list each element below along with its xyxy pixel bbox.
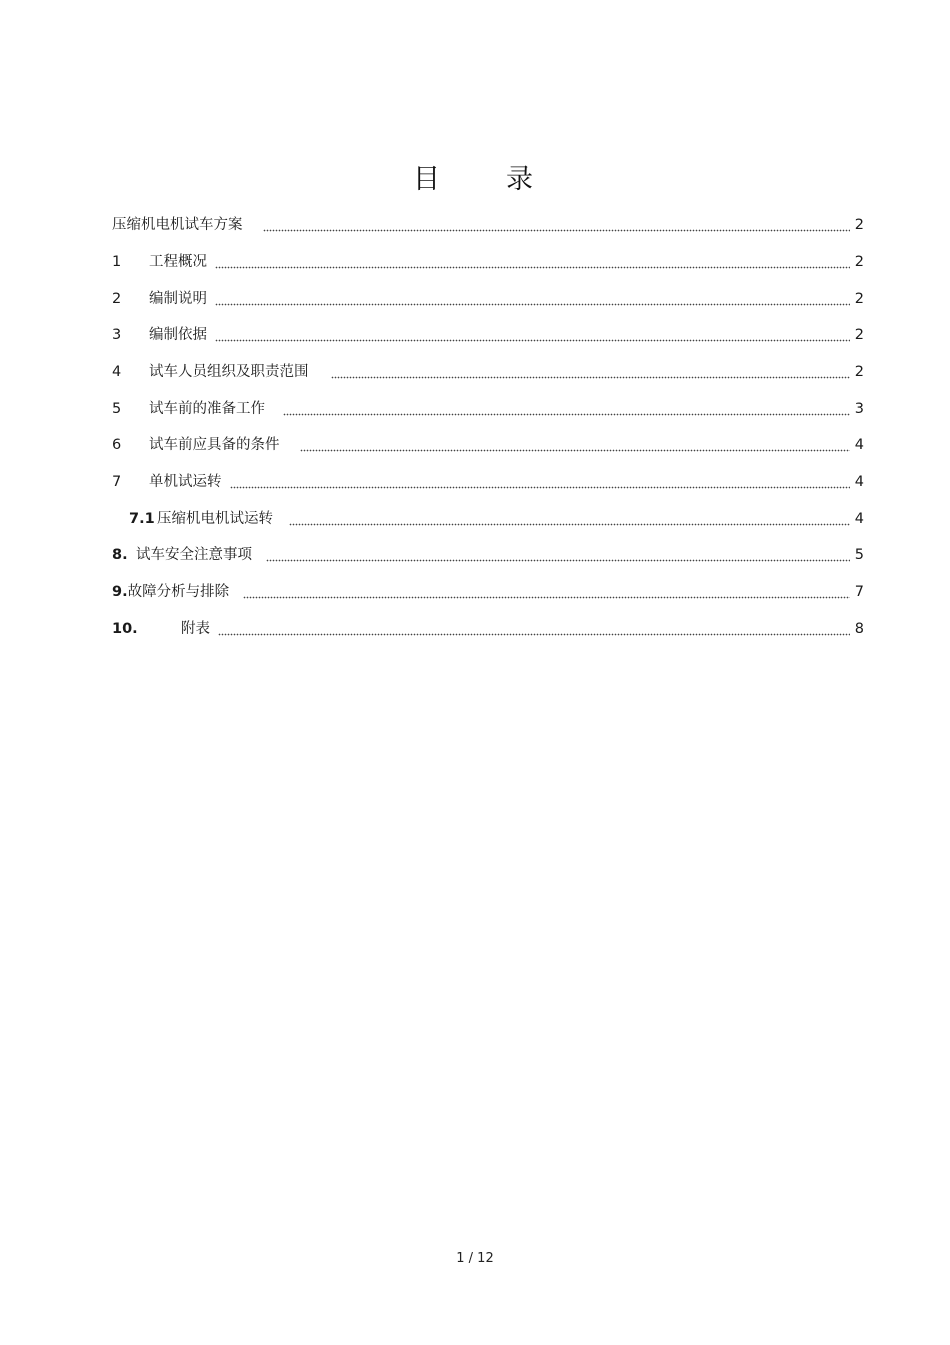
toc-leader-dots (215, 326, 850, 344)
toc-leader-dots (230, 473, 851, 491)
toc-entry[interactable] (112, 534, 864, 564)
toc-leader-dots (300, 436, 851, 454)
toc-entry-label: 工程概况 (149, 254, 207, 270)
toc-entry[interactable] (112, 241, 864, 271)
toc-entry-number: 6 (112, 437, 122, 453)
toc-entry[interactable] (112, 278, 864, 308)
toc-title: 目 录 (413, 164, 537, 195)
toc-leader-dots (283, 400, 850, 418)
toc-leader-dots (331, 363, 851, 381)
page-number: 1 / 12 (456, 1251, 494, 1266)
toc-leader-dots (263, 216, 851, 234)
toc-entry-page: 5 (854, 547, 864, 563)
toc-entry-number: 9. (112, 584, 128, 600)
toc-entry-page: 4 (854, 511, 864, 527)
toc-entry[interactable] (112, 424, 864, 454)
toc-entry-number: 10. (112, 621, 138, 637)
toc-entry-page: 3 (854, 401, 864, 417)
toc-entry-label: 压缩机电机试车方案 (112, 217, 243, 233)
toc-entry-page: 2 (854, 291, 864, 307)
toc-entry-number: 7 (112, 474, 122, 490)
toc-entry-number: 8. (112, 547, 128, 563)
toc-entry-label: 试车人员组织及职责范围 (149, 364, 309, 380)
toc-entry-number: 5 (112, 401, 122, 417)
toc-entry-page: 2 (854, 364, 864, 380)
toc-entry-label: 故障分析与排除 (127, 584, 230, 600)
toc-entry-label: 单机试运转 (149, 474, 222, 490)
toc-entry-label: 试车安全注意事项 (136, 547, 252, 563)
toc-entry[interactable] (112, 571, 864, 601)
toc-entry-number: 3 (112, 327, 122, 343)
toc-entry-label: 附表 (181, 621, 210, 637)
toc-entry-page: 2 (854, 327, 864, 343)
toc-entry[interactable] (112, 388, 864, 418)
toc-entry-page: 4 (854, 474, 864, 490)
toc-entry[interactable] (112, 314, 864, 344)
toc-entry-page: 2 (854, 217, 864, 233)
toc-entry-number: 2 (112, 291, 122, 307)
toc-entry-page: 4 (854, 437, 864, 453)
toc-entry-page: 7 (854, 584, 864, 600)
toc-entry[interactable] (112, 204, 864, 234)
toc-entry[interactable] (112, 498, 864, 528)
toc-entry-label: 编制说明 (149, 291, 207, 307)
toc-entry-label: 试车前应具备的条件 (149, 437, 280, 453)
toc-entry-page: 2 (854, 254, 864, 270)
toc-leader-dots (289, 510, 850, 528)
toc-leader-dots (215, 290, 850, 308)
toc-entry-page: 8 (854, 621, 864, 637)
toc-entry-label: 试车前的准备工作 (149, 401, 265, 417)
toc-entry-number: 1 (112, 254, 122, 270)
toc-entry-label: 压缩机电机试运转 (157, 511, 273, 527)
toc-leader-dots (215, 253, 850, 271)
toc-entry-label: 编制依据 (149, 327, 207, 343)
toc-leader-dots (266, 546, 850, 564)
toc-leader-dots (218, 620, 850, 638)
toc-entry[interactable] (112, 461, 864, 491)
toc-leader-dots (243, 583, 850, 601)
toc-entry-number: 4 (112, 364, 122, 380)
toc-entry[interactable] (112, 608, 864, 638)
toc-entry[interactable] (112, 351, 864, 381)
toc-entry-number: 7.1 (129, 511, 155, 527)
